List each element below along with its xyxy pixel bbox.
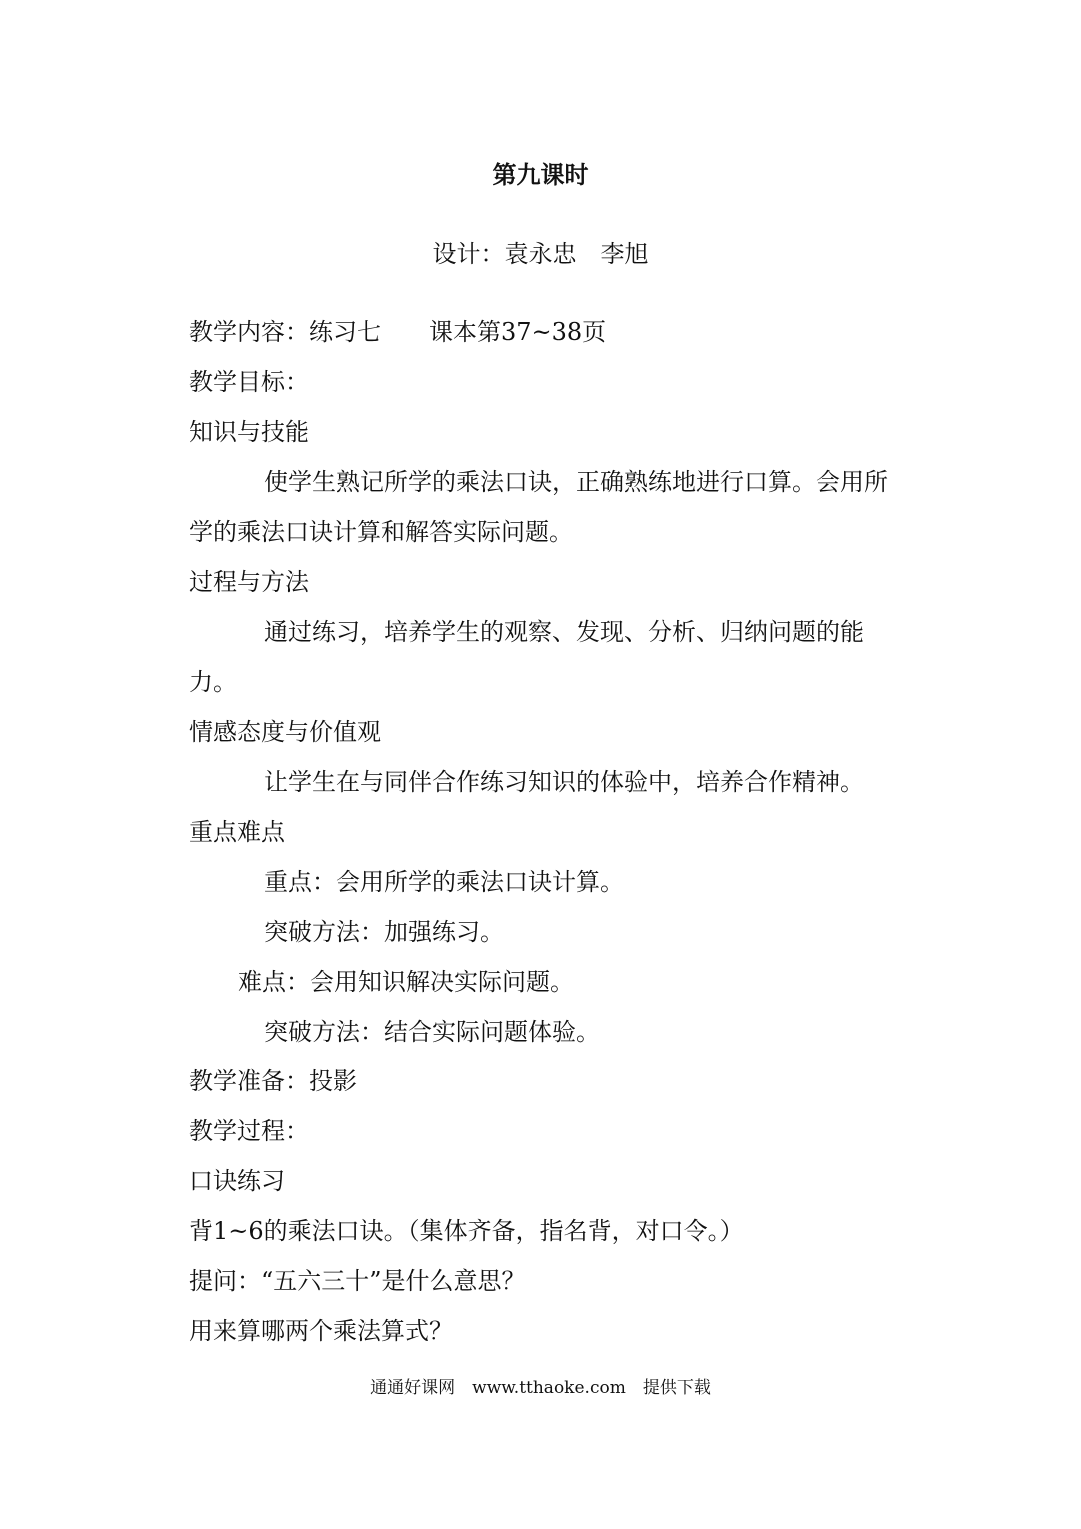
teaching-goals-label: 教学目标： bbox=[189, 368, 309, 396]
process-method-heading: 过程与方法 bbox=[189, 568, 309, 596]
teaching-preparation: 教学准备：投影 bbox=[189, 1067, 357, 1095]
knowledge-heading: 知识与技能 bbox=[189, 418, 309, 446]
question-one: 提问：“五六三十”是什么意思？ bbox=[189, 1267, 526, 1295]
recite-instruction: 背1~6的乘法口诀。（集体齐备，指名背，对口令。） bbox=[189, 1217, 744, 1245]
knowledge-paragraph: 使学生熟记所学的乘法口诀，正确熟练地进行口算。会用所学的乘法口诀计算和解答实际问题。 bbox=[189, 468, 888, 546]
oral-practice-heading: 口诀练习 bbox=[189, 1167, 285, 1195]
teaching-content: 教学内容：练习七 课本第37~38页 bbox=[189, 318, 607, 346]
document-title: 第九课时 bbox=[492, 161, 589, 189]
designer-line: 设计：袁永忠 李旭 bbox=[432, 240, 649, 268]
key-point: 重点：会用所学的乘法口诀计算。 bbox=[264, 868, 624, 896]
difficult-point-method: 突破方法：结合实际问题体验。 bbox=[264, 1018, 600, 1046]
question-two: 用来算哪两个乘法算式？ bbox=[189, 1317, 453, 1345]
key-difficult-heading: 重点难点 bbox=[189, 818, 285, 846]
difficult-point: 难点：会用知识解决实际问题。 bbox=[238, 968, 574, 996]
teaching-process-label: 教学过程： bbox=[189, 1117, 309, 1145]
emotion-heading: 情感态度与价值观 bbox=[189, 718, 381, 746]
footer-source: 通通好课网 www.tthaoke.com 提供下载 bbox=[370, 1378, 711, 1398]
key-point-method: 突破方法：加强练习。 bbox=[264, 918, 504, 946]
emotion-paragraph: 让学生在与同伴合作练习知识的体验中，培养合作精神。 bbox=[264, 768, 864, 796]
process-method-paragraph: 通过练习，培养学生的观察、发现、分析、归纳问题的能力。 bbox=[189, 618, 864, 696]
